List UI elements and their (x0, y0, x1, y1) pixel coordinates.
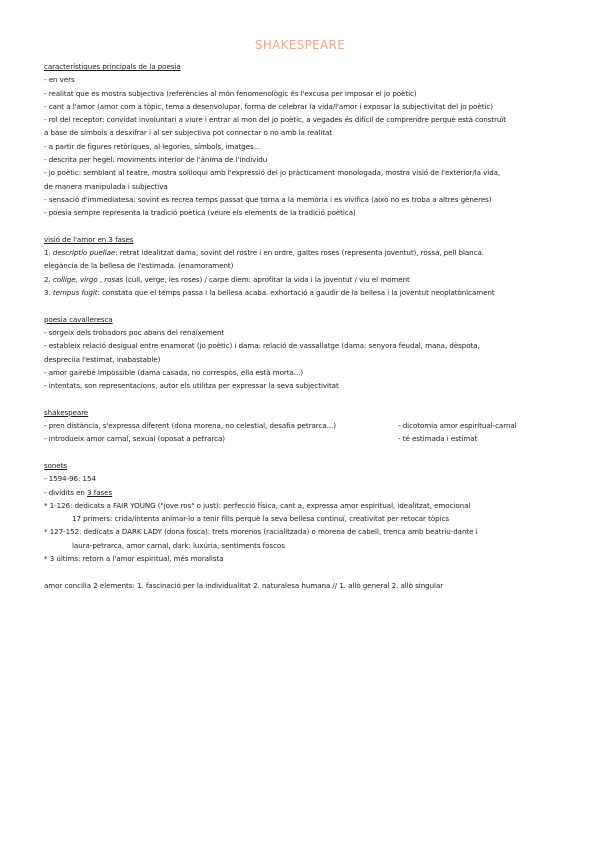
list-item: - jo poètic: semblant al teatre, mostra soliloqui amb l'expressió del jo pràcticament monologada, mostra visió de l'exterior/la vida, (44, 168, 501, 178)
list-item: - a partir de figures retòriques, al·legories, símbols, imatges... (44, 141, 261, 151)
list-item: - sorgeix dels trobadors poc abans del renaixement (44, 327, 225, 337)
two-column-row (44, 432, 564, 445)
phase-description: : constata que el temps passa i la bellesa acaba. exhortació a gaudir de la bellesa i la joventut neoplatònicament (97, 288, 495, 298)
list-item: - descrita per hegel: moviments interior de l'ànima de l'individu (44, 155, 268, 165)
phase-item (44, 286, 564, 299)
phase-latin-term: tempus fugit (52, 288, 98, 298)
phase-description: (cull, verge, les roses) / carpe diem: aprofitar la vida i la joventut / viu el moment (123, 274, 410, 284)
sonnet-group: * 1-126: dedicats a FAIR YOUNG ("jove ros" o just): perfecció física, cant a, expressa amor espiritual, idealitzat, emocional (44, 500, 471, 510)
spacer (44, 446, 564, 459)
heading-underlined: 3 fases (108, 234, 134, 244)
phase-item (44, 273, 564, 286)
document-body (44, 60, 564, 592)
list-item: - cant a l'amor (amor com a tòpic, tema a desenvolupar, forma de celebrar la vida/l'amor i exposar la subjectivitat del jo poètic) (44, 101, 493, 111)
spacer (44, 220, 564, 233)
sonnet-group: * 3 últims: retorn a l'amor espiritual, més moralista (44, 553, 224, 563)
heading-text: visió de l'amor en (44, 234, 109, 244)
list-item: - sensació d'immediatesa: sovint es recrea temps passat que torna a la memòria i es vivifica (això no es troba a altres gèneres) (44, 194, 492, 204)
phase-description: : retrat idealitzat dama, sovint del rostre i en ordre, galtes roses (representa joventut), rossa, pell blanca. (115, 248, 484, 258)
list-item-continuation: a base de símbols a desxifrar i al ser subjectiva pot connectar o no amb la realitat (44, 128, 333, 138)
list-item: - realitat que es mostra subjectiva (referències al món fenomenològic és l'excusa per imposar el jo poètic) (44, 88, 417, 98)
section-heading-characteristics: característiques principals de la poesia (44, 62, 181, 71)
phase-latin-term: rosas (104, 274, 124, 284)
phase-latin-term: collige, virgo (52, 274, 98, 284)
phase-item-continuation: elegància de la bellesa de l'estimada. (enamorament) (44, 261, 234, 271)
list-item: - pren distància, s'expressa diferent (dona morena, no celestial, desafia petrarca...) (44, 421, 336, 431)
phase-number: 3. (44, 288, 53, 298)
phase-number: 2. (44, 274, 53, 284)
list-item (44, 486, 564, 499)
list-item: - poesia sempre representa la tradició poètica (veure els elements de la tradició poètica) (44, 208, 356, 218)
sonnet-group: * 127-152: dedicats a DARK LADY (dona fosca): trets morenos (racialitzada) o morena de cabell, trenca amb beatriu-dante i (44, 527, 478, 537)
list-item: - té estimada i estimat (398, 434, 478, 444)
spacer (44, 392, 564, 405)
phase-item (44, 246, 564, 259)
list-item: - intentats, son representacions, autor els utilitza per expressar la seva subjectivitat (44, 381, 339, 391)
two-column-row (44, 419, 564, 432)
underlined-text: 3 fases (87, 487, 113, 497)
spacer (44, 565, 564, 578)
list-item: - amor gairebé impossible (dama casada, no correspòs, ella està morta...) (44, 367, 304, 377)
section-heading-sonnets: sonets (44, 460, 68, 470)
list-item: - estableix relació desigual entre enamorat (jo poètic) i dama: relació de vassallatge (dama: senyora feudal, mana, dèspota, (44, 341, 480, 351)
spacer (44, 299, 564, 312)
section-heading-love-vision (44, 233, 564, 246)
sonnet-group-detail: 17 primers: crida/intenta animar-lo a tenir fills perquè la seva bellesa continuï, creativitat per retocar tòpics (72, 514, 449, 524)
phase-latin-term: descriptio puellae (52, 248, 116, 258)
list-item: - rol del receptor: convidat involuntari a viure i entrar al mon del jo poètic, a vegades és difícil de comprendre perquè està construït (44, 115, 507, 125)
sonnet-group-detail: laura-petrarca, amor carnal, dark: luxúria, sentiments foscos (72, 540, 285, 550)
closing-statement: amor concilia 2 elements: 1. fascinació per la individualitat 2. naturalesa humana // 1. allò general 2. allò singular (44, 580, 444, 590)
list-item: - 1594-96: 154 (44, 474, 96, 484)
list-item-continuation: despreciia l'estimat, inabastable) (44, 354, 161, 364)
list-item-text: - dividits en (44, 487, 88, 497)
phase-separator: , (97, 274, 105, 284)
list-item: - introdueix amor carnal, sexual (oposat a petrarca) (44, 434, 226, 444)
phase-number: 1. (44, 248, 53, 258)
document-title: SHAKESPEARE (254, 38, 346, 52)
list-item-continuation: de manera manipulada i subjectiva (44, 181, 168, 191)
list-item: - en vers (44, 75, 75, 85)
list-item: - dicotomia amor espiritual-carnal (398, 421, 517, 431)
section-heading-shakespeare: shakespeare (44, 407, 89, 417)
section-heading-chivalric-poetry: poesia cavalleresca (44, 314, 113, 324)
